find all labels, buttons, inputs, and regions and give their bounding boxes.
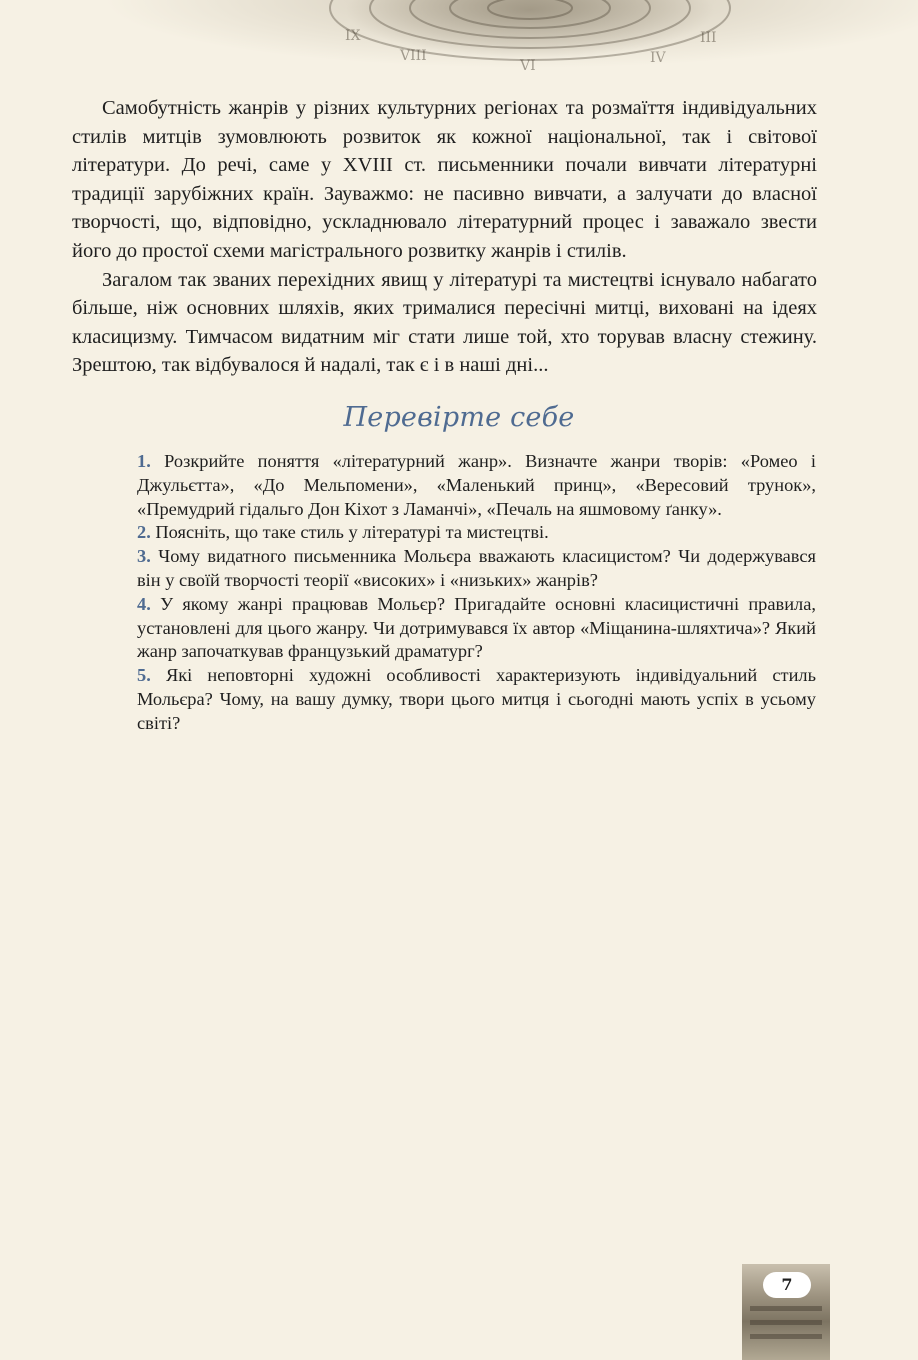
question-text: Розкрийте поняття «літературний жанр». Визначте жанри творів: «Ромео і Джульєтта», «До Мельпомени», «Маленький принц», «Вересовий трунок», «Премудрий гідальго Дон Кіхот з Ламанчі», «Печаль на яшмовому ґанку». (137, 451, 816, 519)
question-item (137, 593, 816, 664)
question-item (137, 664, 816, 735)
page-number: 7 (763, 1272, 811, 1298)
clock-spiral-icon (60, 0, 918, 86)
question-text: Поясніть, що таке стиль у літературі та мистецтві. (155, 522, 549, 543)
question-text: Які неповторні художні особливості характеризують індивідуальний стиль Мольєра? Чому, на вашу думку, твори цього митця і сьогодні мають успіх в усьому світі? (137, 665, 816, 733)
question-text: У якому жанрі працював Мольєр? Пригадайте основні класицистичні правила, установлені для цього жанру. Чи дотримувався їх автор «Міщанина-шляхтича»? Який жанр започаткував французький драматург? (137, 593, 816, 662)
questions-list (137, 450, 816, 736)
question-number: 4. (137, 593, 151, 614)
svg-text:VI: VI (520, 58, 536, 74)
question-number: 3. (137, 546, 151, 567)
question-number: 1. (137, 451, 151, 471)
question-item (137, 450, 816, 521)
header-clock-illustration (60, 0, 918, 86)
question-item (137, 545, 816, 593)
body-text (72, 94, 817, 380)
body-paragraph: Самобутність жанрів у різних культурних регіонах та розмаїття індивідуальних стилів митців зумовлюють розвиток як кожної національної, так і світової літератури. До речі, саме у XVIII ст. письменники почали вивчати літературні традиції зарубіжних країн. Зауважмо: не пасивно вивчати, а залучати до власної творчості, що, відповідно, ускладнювало літературний процес і заважало звести його до простої схеми магістрального розвитку жанрів і стилів. (72, 97, 817, 262)
question-item (137, 521, 816, 545)
svg-text:VIII: VIII (400, 48, 427, 64)
body-paragraph: Загалом так званих перехідних явищ у літературі та мистецтві існувало набагато більше, ніж основних шляхів, яких трималися пересічні митці, виховані на ідеях класицизму. Тимчасом видатним міг стати лише той, хто торував власну стежину. Зрештою, так відбувалося й надалі, так є і в наші дні... (72, 268, 817, 377)
svg-text:IX: IX (345, 28, 361, 44)
question-text: Чому видатного письменника Мольєра вважають класицистом? Чи додержувався він у своїй творчості теорії «високих» і «низьких» жанрів? (137, 546, 816, 590)
svg-text:III: III (700, 30, 717, 46)
question-number: 5. (137, 665, 151, 686)
section-title: Перевірте себе (343, 402, 575, 433)
svg-text:IV: IV (650, 50, 666, 66)
question-number: 2. (137, 522, 151, 543)
